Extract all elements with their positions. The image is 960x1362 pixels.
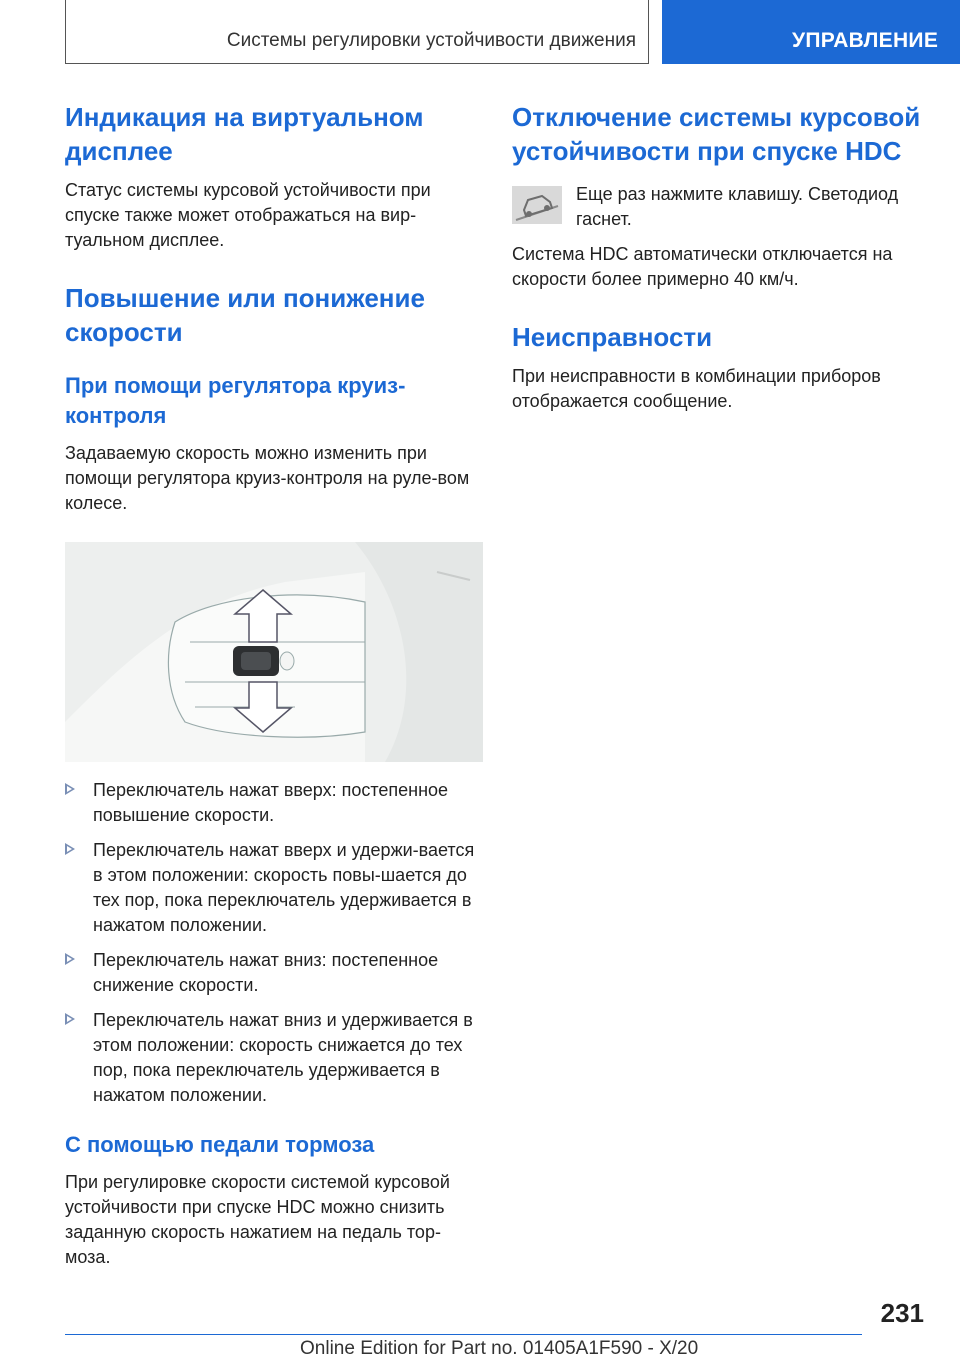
heading-brake-pedal: С помощью педали тормоза [65, 1132, 375, 1157]
right-column [512, 100, 932, 414]
footer-divider [65, 1334, 862, 1335]
hdc-button-row [512, 182, 932, 232]
heading-faults: Неисправности [512, 322, 713, 352]
paragraph-virtual-display: Статус системы курсовой устойчивости при спуске также может отображаться на вир-туальном дисплее. [65, 180, 431, 250]
list-item: Переключатель нажат вверх: постепенное повышение скорости. [65, 778, 483, 828]
header-title: Системы регулировки устойчивости движения [226, 30, 636, 51]
paragraph-press-again: Еще раз нажмите клавишу. Светодиод гаснет. [576, 184, 899, 229]
section-tab[interactable]: УПРАВЛЕНИЕ [662, 0, 960, 64]
paragraph-brake-pedal: При регулировке скорости системой курсовой устойчивости при спуске HDC можно снизить заданную скорость нажатием на педаль тор-моза. [65, 1172, 450, 1267]
bullet-triangle-icon [65, 783, 75, 795]
list-item: Переключатель нажат вниз и удерживается в этом положении: скорость снижается до тех пор, пока переключатель удерживается в нажатом положении. [65, 1008, 483, 1108]
heading-hdc-off: Отключение системы курсовой устойчивости при спуске HDC [512, 102, 921, 166]
heading-virtual-display: Индикация на виртуальном дисплее [65, 102, 424, 166]
left-column [65, 100, 483, 1270]
paragraph-cruise-control: Задаваемую скорость можно изменить при помощи регулятора круиз-контроля на руле-вом колесе. [65, 443, 470, 513]
steering-wheel-switch-image [65, 542, 483, 762]
bullet-triangle-icon [65, 953, 75, 965]
list-item: Переключатель нажат вверх и удержи-вается в этом положении: скорость повы-шается до тех пор, пока переключатель удерживается в нажатом положении. [65, 838, 483, 938]
page-number: 231 [880, 1298, 924, 1328]
heading-cruise-control: При помощи регулятора круиз-контроля [65, 373, 406, 428]
paragraph-auto-off: Система HDC автоматически отключается на скорости более примерно 40 км/ч. [512, 244, 893, 289]
speed-bullet-list [65, 778, 483, 1108]
hdc-car-icon [512, 186, 562, 224]
list-item: Переключатель нажат вниз: постепенное снижение скорости. [65, 948, 483, 998]
bullet-triangle-icon [65, 843, 75, 855]
bullet-triangle-icon [65, 1013, 75, 1025]
footer-edition: Online Edition for Part no. 01405A1F590 - X/20 [300, 1338, 699, 1359]
heading-speed-change: Повышение или понижение скорости [65, 283, 425, 347]
steering-wheel-illustration [65, 542, 483, 762]
header-box [65, 0, 649, 64]
paragraph-faults: При неисправности в комбинации приборов отображается сообщение. [512, 366, 881, 411]
